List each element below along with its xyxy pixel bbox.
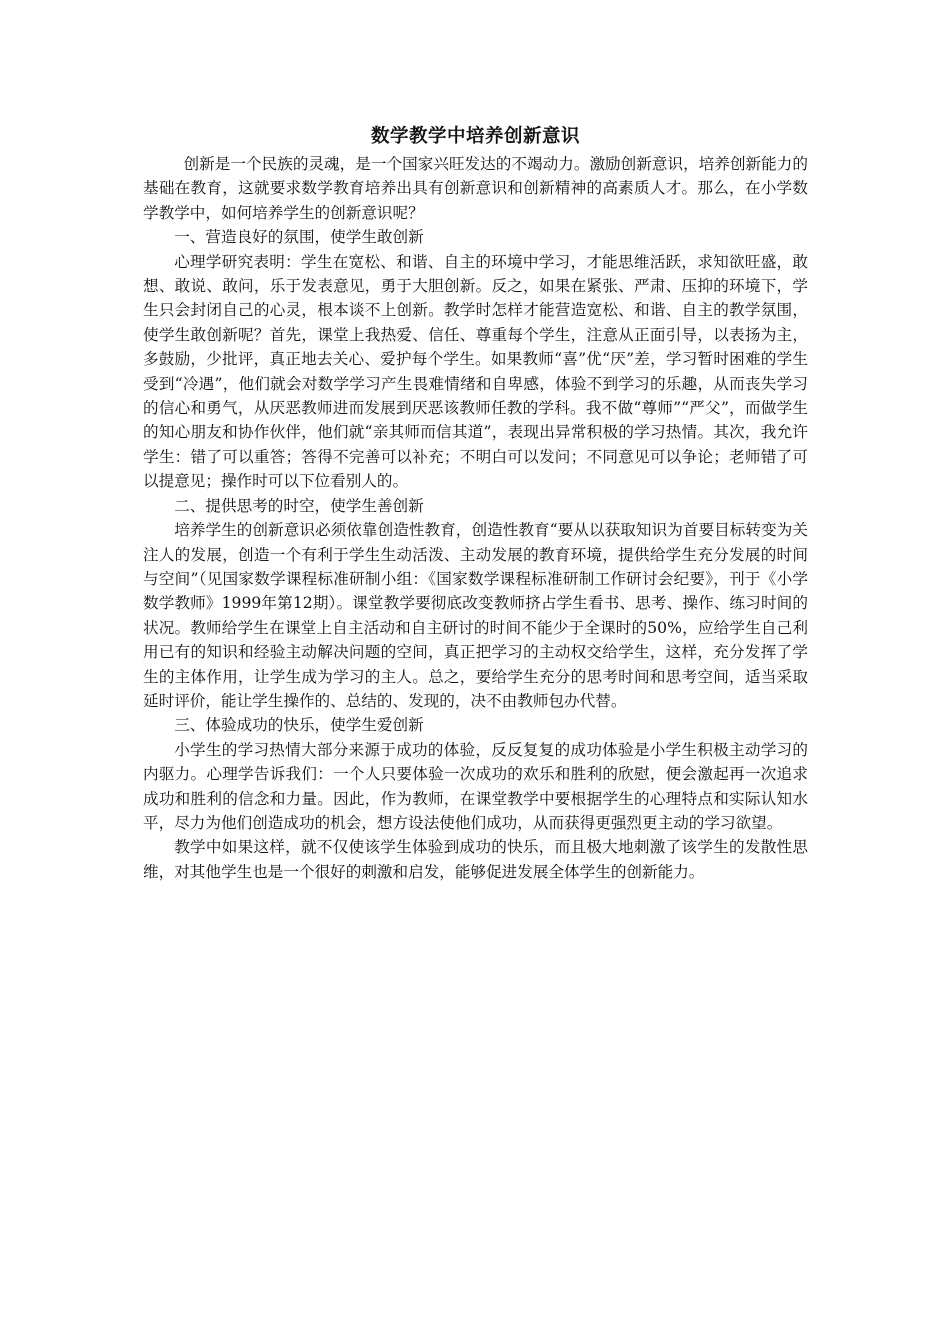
- section-body-1: 心理学研究表明：学生在宽松、和谐、自主的环境中学习，才能思维活跃，求知欲旺盛，敢想、敢说、敢问，乐于发表意见，勇于大胆创新。反之，如果在紧张、严肃、压抑的环境下，学生只会封闭自己的心灵，根本谈不上创新。教学时怎样才能营造宽松、和谐、自主的教学氛围，使学生敢创新呢？首先，课堂上我热爱、信任、尊重每个学生，注意从正面引导，以表扬为主，多鼓励，少批评，真正地去关心、爱护每个学生。如果教师“喜”优“厌”差，学习暂时困难的学生受到“冷遇”，他们就会对数学学习产生畏难情绪和自卑感，体验不到学习的乐趣，从而丧失学习的信心和勇气，从厌恶教师进而发展到厌恶该教师任教的学科。我不做“尊师”“严父”，而做学生的知心朋友和协作伙伴，他们就“亲其师而信其道”，表现出异常积极的学习热情。其次，我允许学生：错了可以重答；答得不完善可以补充；不明白可以发问；不同意见可以争论；老师错了可以提意见；操作时可以下位看别人的。: [143, 252, 808, 491]
- section-heading-3: 三、体验成功的快乐，使学生爱创新: [174, 716, 424, 735]
- section-heading-2: 二、提供思考的时空，使学生善创新: [174, 496, 424, 515]
- intro-paragraph: 创新是一个民族的灵魂，是一个国家兴旺发达的不竭动力。激励创新意识，培养创新能力的基础在教育，这就要求数学教育培养出具有创新意识和创新精神的高素质人才。那么，在小学数学教学中，如何培养学生的创新意识呢？: [143, 155, 808, 222]
- section-body-3: 小学生的学习热情大部分来源于成功的体验，反反复复的成功体验是小学生积极主动学习的内驱力。心理学告诉我们：一个人只要体验一次成功的欢乐和胜利的欣慰，便会激起再一次追求成功和胜利的信念和力量。因此，作为教师，在课堂教学中要根据学生的心理特点和实际认知水平，尽力为他们创造成功的机会，想方设法使他们成功，从而获得更强烈更主动的学习欲望。: [143, 740, 808, 832]
- document-title: 数学教学中培养创新意识: [370, 126, 580, 147]
- closing-paragraph: 教学中如果这样，就不仅使该学生体验到成功的快乐，而且极大地刺激了该学生的发散性思维，对其他学生也是一个很好的刺激和启发，能够促进发展全体学生的创新能力。: [143, 838, 808, 881]
- section-body-2: 培养学生的创新意识必须依靠创造性教育，创造性教育“要从以获取知识为首要目标转变为关注人的发展，创造一个有利于学生生动活泼、主动发展的教育环境，提供给学生充分发展的时间与空间”（见国家数学课程标准研制小组：《国家数学课程标准研制工作研讨会纪要》，刊于《小学数学教师》1999年第12期）。课堂教学要彻底改变教师挤占学生看书、思考、操作、练习时间的状况。教师给学生在课堂上自主活动和自主研讨的时间不能少于全课时的50%，应给学生自己利用已有的知识和经验主动解决问题的空间，真正把学习的主动权交给学生，这样，充分发挥了学生的主体作用，让学生成为学习的主人。总之，要给学生充分的思考时间和思考空间，适当采取延时评价，能让学生操作的、总结的、发现的，决不由教师包办代替。: [143, 521, 808, 710]
- document-page: [143, 124, 808, 884]
- section-heading-1: 一、营造良好的氛围，使学生敢创新: [174, 228, 424, 247]
